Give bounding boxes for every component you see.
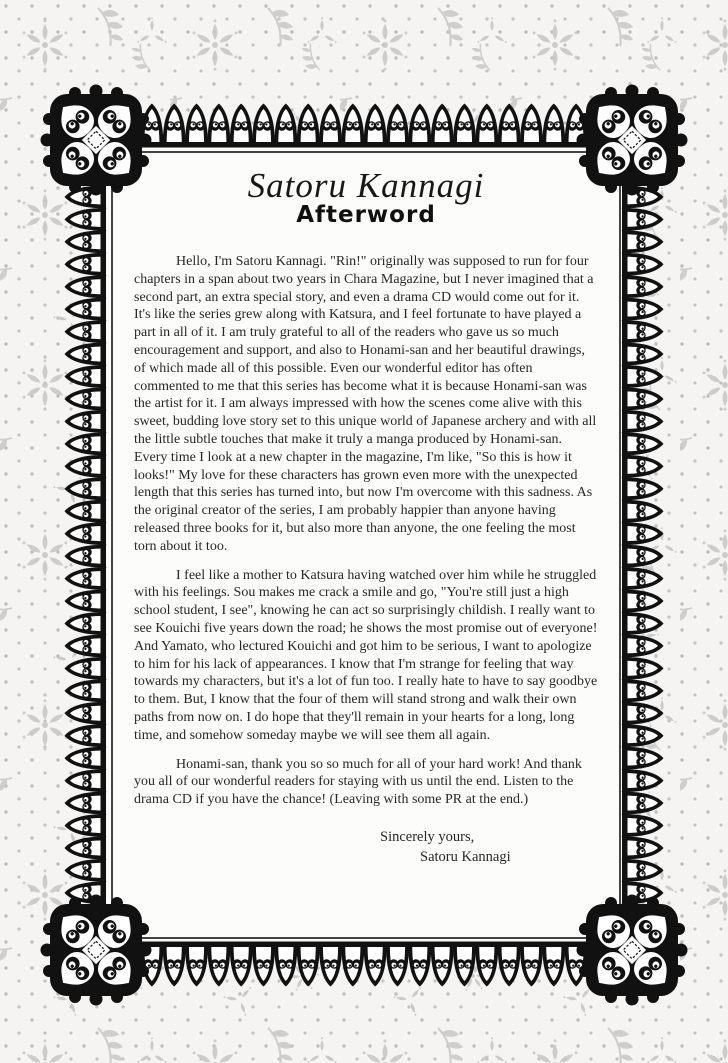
closing-block xyxy=(134,827,598,867)
afterword-paragraph-2: I feel like a mother to Katsura having watched over him while he struggled with his feelings. Sou makes me crack a smile and go, "You're still just a high school student, I see", knowing he can act so surprisingly childish. I really want to see Kouichi five years down the road; he shows the most promise out of everyone! And Yamato, who lectured Kouichi and got him to be serious, I want to apologize to him for his lack of appearances. I know that I'm strange for feeling that way towards my characters, but it's a lot of fun too. I really hate to have to say goodbye to them. But, I know that the four of them will stand strong and walk their own paths from now on. I do hope that they'll remain in your hearts for a long, long time, and somehow someday maybe we will see them all again. xyxy=(134,567,598,743)
afterword-content xyxy=(112,152,620,938)
afterword-paragraph-3: Honami-san, thank you so so much for all of your hard work! And thank you all of our wonderful readers for staying with us until the end. Listen to the drama CD if you have the chance! (Leaving with some PR at the end.) xyxy=(134,756,582,808)
afterword-heading: Afterword xyxy=(296,202,436,228)
author-name-title: Satoru Kannagi xyxy=(247,166,485,205)
signature-name: Satoru Kannagi xyxy=(420,848,511,865)
valediction: Sincerely yours, xyxy=(380,828,475,845)
afterword-paragraph-1: Hello, I'm Satoru Kannagi. "Rin!" originally was supposed to run for four chapters in a span about two years in Chara Magazine, but I never imagined that a second part, an extra special story, and even a drama CD would come out for it. It's like the series grew along with Katsura, and I feel fortunate to have played a part in all of it. I am truly grateful to all of the readers who gave us so much encouragement and support, and also to Honami-san and her beautiful drawings, of which made all of this possible. Even our wonderful editor has often commented to me that this series has become what it is because Honami-san was the artist for it. I am always impressed with how the scenes come alive with this sweet, budding love story set to this unique world of Japanese archery and with all the little subtle touches that make it truly a manga produced by Honami-san. Every time I look at a new chapter in the magazine, I'm like, "So this is how it looks!" My love for these characters has grown even more with the unexpected length that this series has turned into, but now I'm overcome with this sadness. As the original creator of the series, I am probably happier than anyone having released three books for it, but also more than anyone, the one feeling the most torn about it too. xyxy=(134,254,597,554)
